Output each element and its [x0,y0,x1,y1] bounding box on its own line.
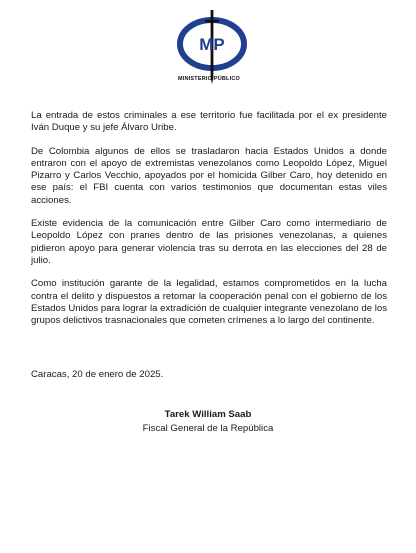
date-line: Caracas, 20 de enero de 2025. [31,369,164,380]
paragraph-2: De Colombia algunos de ellos se trasladaron hacia Estados Unidos a donde entraron con el apoyo de extremistas venezolanos como Leopoldo López, Miguel Pizarro y Carlos Vecchio, apoyados por el homicida Gilber Caro, hoy detenido en ese país: el FBI cuenta con varios testimonios que documentan estas viles acciones. [31,145,387,206]
paragraph-1: La entrada de estos criminales a ese territorio fue facilitada por el ex presidente Iván Duque y su jefe Álvaro Uribe. [31,110,387,134]
statement-body [31,110,387,338]
logo-caption: MINISTERIO PÚBLICO [178,76,240,82]
signatory-name: Tarek William Saab [164,409,252,420]
paragraph-3: Existe evidencia de la comunicación entre Gilber Caro como intermediario de Leopoldo López con pranes dentro de las prisiones venezolanas, a quienes pidieron apoyo para generar violencia tras su derrota en las elecciones del 28 de julio. [31,218,387,266]
logo-letters: MP [199,35,225,54]
signatory-title: Fiscal General de la República [142,423,274,434]
paragraph-4: Como institución garante de la legalidad, estamos comprometidos en la lucha contra el delito y dispuestos a retomar la cooperación penal con el gobierno de los Estados Unidos para lograr la extradición de cualquier integrante venezolano de los grupos delictivos trasnacionales que cometen crímenes a lo largo del continente. [31,278,387,327]
